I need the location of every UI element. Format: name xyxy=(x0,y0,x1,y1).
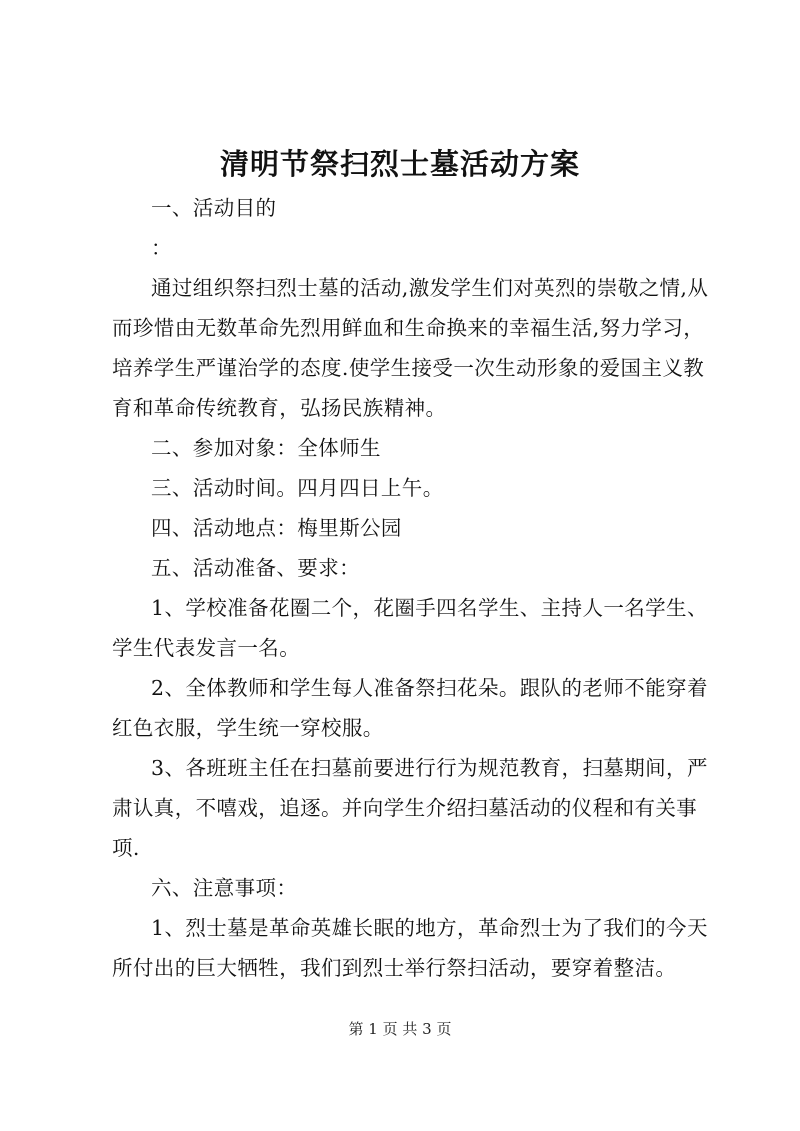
notes-item-1: 1、烈士墓是革命英雄长眠的地方，革命烈士为了我们的今天所付出的巨大牺牲，我们到烈士举行祭扫活动，要穿着整洁。 xyxy=(112,916,708,980)
page-footer: 第 1 页 共 3 页 xyxy=(348,1020,452,1038)
section-participants: 二、参加对象：全体师生 xyxy=(151,436,381,460)
section-location: 四、活动地点：梅里斯公园 xyxy=(151,516,402,540)
preparation-item-1: 1、学校准备花圈二个，花圈手四名学生、主持人一名学生、学生代表发言一名。 xyxy=(112,596,708,660)
preparation-item-3: 3、各班班主任在扫墓前要进行行为规范教育，扫墓期间，严肃认真，不嘻戏，追逐。并向学生介绍扫墓活动的仪程和有关事项. xyxy=(112,756,708,860)
page-title: 清明节祭扫烈士墓活动方案 xyxy=(219,147,580,181)
section-notes: 六、注意事项： xyxy=(151,876,298,900)
preparation-item-2: 2、全体教师和学生每人准备祭扫花朵。跟队的老师不能穿着红色衣服，学生统一穿校服。 xyxy=(112,676,708,740)
document-body xyxy=(112,188,712,988)
section-time: 三、活动时间。四月四日上午。 xyxy=(151,476,444,500)
colon-line: ： xyxy=(151,236,172,260)
purpose-paragraph: 通过组织祭扫烈士墓的活动,激发学生们对英烈的崇敬之情,从而珍惜由无数革命先烈用鲜血和生命换来的幸福生活,努力学习，培养学生严谨治学的态度.使学生接受一次生动形象的爱国主义教育和革命传统教育，弘扬民族精神。 xyxy=(112,276,709,420)
section-heading-purpose: 一、活动目的 xyxy=(151,196,277,220)
section-preparation: 五、活动准备、要求： xyxy=(151,556,360,580)
